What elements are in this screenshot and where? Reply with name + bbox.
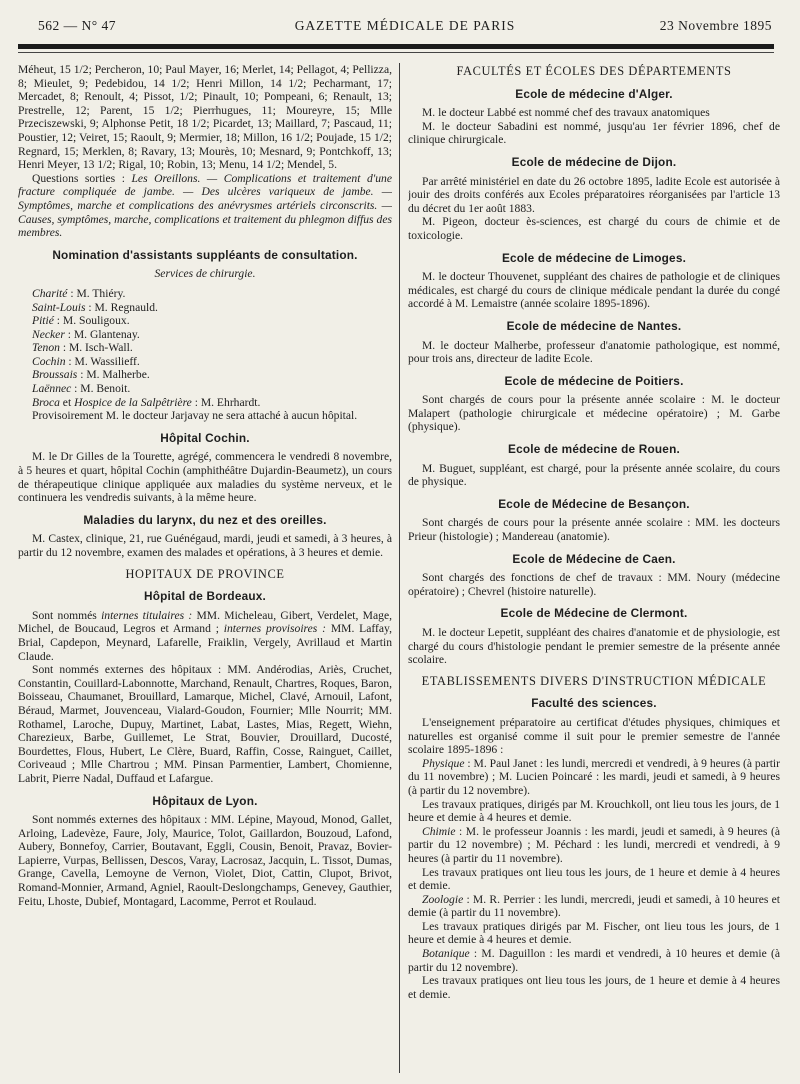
assistant-name: : M. Isch-Wall. xyxy=(59,341,133,355)
subject-text: : M. Daguillon : les mardi et vendredi, à 10 heures et demie (à partir du 12 novembre). xyxy=(408,947,780,974)
subject-label: Botanique xyxy=(422,947,470,961)
assistant-name: : M. Thiéry. xyxy=(67,286,126,300)
cochin-paragraph: M. le Dr Gilles de la Tourette, agrégé, commencera le vendredi 8 novembre, à 5 heures et quart, hôpital Cochin (amphithéâtre Dujardin-Beaumetz), un cours de thérapeutique clinique appliquée aux maladies du système nerveux, et le continuera les vendredis suivants, à la même heure. xyxy=(18,450,392,505)
text-run-italic: internes titulaires : xyxy=(101,608,193,622)
besancon-heading: Ecole de Médecine de Besançon. xyxy=(498,496,690,511)
subject-label: Chimie xyxy=(422,824,456,838)
larynx-heading: Maladies du larynx, du nez et des oreilles. xyxy=(83,512,327,527)
service-entry xyxy=(18,368,392,382)
caen-heading: Ecole de Médecine de Caen. xyxy=(512,551,676,566)
botanique-tp-paragraph: Les travaux pratiques ont lieu tous les jours, de 1 heure et demie à 4 heures et demie. xyxy=(408,974,780,1001)
assistant-name: : M. Malherbe. xyxy=(77,368,150,382)
besancon-paragraph: Sont chargés de cours pour la présente année scolaire : MM. les docteurs Prieur (histologie) ; Mandereau (anatomie). xyxy=(408,516,780,544)
dijon-heading: Ecole de médecine de Dijon. xyxy=(511,154,677,169)
issue-date: 23 Novembre 1895 xyxy=(659,18,772,33)
service-entry xyxy=(18,287,392,301)
nantes-heading: Ecole de médecine de Nantes. xyxy=(506,318,682,333)
zoologie-paragraph xyxy=(408,893,780,920)
rouen-paragraph: M. Buguet, suppléant, est chargé, pour la présente année scolaire, du cours de physique. xyxy=(408,461,780,489)
hospital-name: Broussais xyxy=(32,368,78,382)
province-heading: HOPITAUX DE PROVINCE xyxy=(125,566,285,581)
column-divider xyxy=(399,63,400,1073)
botanique-paragraph xyxy=(408,947,780,974)
dijon-paragraph-1: Par arrêté ministériel en date du 26 octobre 1895, ladite Ecole est autorisée à jouir des droits conférés aux Ecoles préparatoires réorganisées par l'article 13 du décret du 1er août 1883. xyxy=(408,174,780,215)
cochin-heading: Hôpital Cochin. xyxy=(160,430,250,445)
service-entry xyxy=(18,382,392,396)
bordeaux-externes-paragraph: Sont nommés externes des hôpitaux : MM. Andérodias, Ariès, Cruchet, Constantin, Couillard-Labonnotte, Marchand, Renault, Chartres, Roques, Baron, Boisseau, Chaumanet, Brouillard, Lamarque, Michel, Clavé, Arnouil, Lafont, Béraud, Marmet, Jouvenceau, Vialard-Goudon, Fournier; Mlle Nourrit; MM. Rothamel, Laroche, Dupuy, Martinet, Labat, Lastes, Mias, Regett, Wiehn, Charezieux, Barbe, Guillemet, Le Strat, Bouvier, Drouillard, Ducosté, Bourdettes, Flous, Hubert, Le Clère, Buard, Raffin, Cosse, Rainguet, Caillet, Coriveaud ; Mlle Chartrou ; MM. Pinsan Parmentier, Lambert, Chomienne, Labrit, Pierre Nadal, Duffaud et Lafargue. xyxy=(18,663,392,785)
hospital-name: Pitié xyxy=(32,314,54,328)
chimie-tp-paragraph: Les travaux pratiques ont lieu tous les jours, de 1 heure et demie à 4 heures et demie. xyxy=(408,865,780,893)
subject-label: Physique xyxy=(422,756,465,770)
hospital-name: Necker xyxy=(32,327,65,341)
subject-text: : M. le professeur Joannis : les mardi, jeudi et samedi, à 9 heures (à partir du 12 novembre) ; M. Péchard : les lundi, mercredi et vendredi, à 9 heures (à partir du 11 novembre). xyxy=(408,824,780,865)
etablissements-heading: ETABLISSEMENTS DIVERS D'INSTRUCTION MÉDICALE xyxy=(421,673,767,688)
hospital-name: Laënnec xyxy=(32,382,72,396)
service-entry xyxy=(18,355,392,369)
header-rule-thick xyxy=(18,44,774,49)
hospital-name: Broca xyxy=(32,395,60,409)
limoges-paragraph: M. le docteur Thouvenet, suppléant des chaires de pathologie et de cliniques médicales, est chargé du cours de clinique médicale pendant la durée du congé accordé à M. Lemaistre (année scolaire 1895-1896). xyxy=(408,270,780,311)
provisoirement-paragraph: Provisoirement M. le docteur Jarjavay ne sera attaché à aucun hôpital. xyxy=(32,409,358,423)
page-header xyxy=(38,14,772,38)
service-entry xyxy=(18,341,392,355)
rouen-heading: Ecole de médecine de Rouen. xyxy=(508,442,680,457)
text-run: MM. Laffay, Brial, Capdepon, Meynard, Lafarelle, Fraiklin, Vergely, Avrillaud et Martin Claude. xyxy=(18,622,392,663)
services-subtitle: Services de chirurgie. xyxy=(154,267,256,281)
larynx-paragraph: M. Castex, clinique, 21, rue Guénégaud, mardi, jeudi et samedi, à 3 heures, à partir du 12 novembre, examen des malades et opérations, à 3 heures et demie. xyxy=(18,532,392,559)
subject-text: : M. R. Perrier : les lundi, mercredi, jeudi et samedi, à 10 heures et demie (à partir du 11 novembre). xyxy=(408,892,780,920)
left-column xyxy=(18,63,392,1075)
service-entry xyxy=(18,396,392,410)
assistant-name: : M. Souligoux. xyxy=(53,314,130,328)
questions-text: Les Oreillons. — Complications et traitement d'une fracture compliquée de jambe. — Des ulcères variqueux de jambe. — Symptômes, marche et complications des anévrysmes artériels circonscrits. — Causes, symptômes, marche, complications et traitement du phlegmon diffus des membres. xyxy=(18,171,392,240)
conjunction: et xyxy=(59,395,75,409)
assistant-name: : M. Regnauld. xyxy=(85,300,158,314)
assistant-name: : M. Benoit. xyxy=(71,382,131,396)
clermont-heading: Ecole de Médecine de Clermont. xyxy=(500,606,688,621)
right-column xyxy=(408,63,780,1075)
header-rule-thin xyxy=(18,52,774,53)
lyon-heading: Hôpitaux de Lyon. xyxy=(152,793,258,808)
alger-paragraph-1: M. le docteur Labbé est nommé chef des travaux anatomiques xyxy=(422,106,710,120)
zoologie-tp-paragraph: Les travaux pratiques dirigés par M. Fischer, ont lieu tous les jours, de 1 heure et demie à 4 heures et demie. xyxy=(408,919,780,947)
text-run-italic: internes provisoires : xyxy=(223,622,326,636)
bordeaux-internes-paragraph xyxy=(18,609,392,663)
alger-paragraph-2: M. le docteur Sabadini est nommé, jusqu'au 1er février 1896, chef de clinique chirurgicale. xyxy=(408,119,780,147)
subject-text: : M. Paul Janet : les lundi, mercredi et vendredi, à 9 heures (à partir du 11 novembre) ; M. Lucien Poincaré : les mardi, jeudi et samedi, à 9 heures (à partir du 12 novembre). xyxy=(408,756,780,797)
assistant-name: : M. Wassilieff. xyxy=(65,354,140,368)
sciences-intro: L'enseignement préparatoire au certificat d'études physiques, chimiques et naturelles est organisé comme il suit pour le premier semestre de l'année scolaire 1895-1896 : xyxy=(408,715,780,757)
lyon-paragraph: Sont nommés externes des hôpitaux : MM. Lépine, Mayoud, Monod, Gallet, Arloing, Ladevèze, Faure, Joly, Maurice, Tolot, Gaillardon, Bouzoud, Lafond, Aubery, Bonnefoy, Carrier, Boutavant, Eggli, Cousin, Benoit, Pravaz, Bovier-Lapierre, Vurpas, Bellissen, Descos, Varay, Lacrosaz, Jacquin, L. Tissot, Dumas, Grange, Cavella, Lemoyne de Vernon, Violet, Diot, Cattin, Clupot, Brivot, Romand-Monnier, Armand, Agniel, Raoult-Deslongchamps, Genevey, Gauthier, Feitu, Lhoste, Dubief, Montagard, Lacomme, Perrot et Roulaud. xyxy=(18,813,392,908)
assistant-name: : M. Ehrhardt. xyxy=(191,395,261,409)
service-entry xyxy=(18,314,392,328)
text-run: Sont nommés xyxy=(32,608,102,622)
caen-paragraph: Sont chargés des fonctions de chef de travaux : MM. Noury (médecine opératoire) ; Chevrel (histoire naturelle). xyxy=(408,571,780,598)
assistant-name: : M. Glantenay. xyxy=(64,327,140,341)
hospital-name: Charité xyxy=(32,286,68,300)
hospital-name: Tenon xyxy=(32,341,60,355)
sciences-heading: Faculté des sciences. xyxy=(531,696,657,711)
candidate-grades-list: Méheut, 15 1/2; Percheron, 10; Paul Mayer, 16; Merlet, 14; Pellagot, 4; Pellizza, 8; Mieulet, 9; Pedebidou, 14 1/2; Henri Millon, 14 1/2; Pecharmant, 17; Mercadet, 8; Renoult, 4; Pissot, 1/2; Pinault, 10; Pompeani, 6; Renault, 13; Prestrelle, 12; Parent, 15 1/2; Pierrhugues, 11; Moureyre, 15; Mlle Przeciszewski, 9; Alphonse Petit, 18 1/2; Picardet, 13; Maillard, 7; Pascaud, 11; Poustier, 12; Veiret, 15; Raoult, 9; Mermier, 18; Millon, 16 1/2; Poujade, 15 1/2; Regnard, 15; Merklen, 8; Ravary, 13; Mourès, 10; Mesnard, 9; Pontchkoff, 13; Henri Meyer, 13 1/2; Rigal, 10; Robin, 13; Menu, 14 1/2; Mendel, 5. xyxy=(18,63,392,172)
page-number: 562 — N° 47 xyxy=(38,18,117,33)
bordeaux-heading: Hôpital de Bordeaux. xyxy=(144,589,266,604)
nantes-paragraph: M. le docteur Malherbe, professeur d'anatomie pathologique, est nommé, pour trois ans, directeur de ladite Ecole. xyxy=(408,338,780,366)
facultes-heading: FACULTÉS ET ÉCOLES DES DÉPARTEMENTS xyxy=(456,64,732,78)
physique-paragraph xyxy=(408,757,780,798)
nomination-heading: Nomination d'assistants suppléants de consultation. xyxy=(52,247,358,262)
questions-paragraph xyxy=(18,172,392,240)
chimie-paragraph xyxy=(408,825,780,866)
hospital-name: Saint-Louis xyxy=(32,300,86,314)
questions-label: Questions sorties : xyxy=(32,171,125,185)
poitiers-paragraph: Sont chargés de cours pour la présente année scolaire : M. le docteur Malapert (pathologie chirurgicale et médecine opératoire) ; M. Garbe (physique). xyxy=(408,393,780,434)
hospital-name: Hospice de la Salpêtrière xyxy=(74,395,192,409)
alger-heading: Ecole de médecine d'Alger. xyxy=(515,86,673,101)
services-list xyxy=(18,287,392,409)
limoges-heading: Ecole de médecine de Limoges. xyxy=(501,250,687,265)
poitiers-heading: Ecole de médecine de Poitiers. xyxy=(504,373,684,388)
clermont-paragraph: M. le docteur Lepetit, suppléant des chaires d'anatomie et de physiologie, est chargé du cours d'histologie pendant le premier semestre de la présente année scolaire. xyxy=(408,626,780,667)
text-run: MM. Micheleau, Gibert, Verdelet, Mage, Michel, de Boucaud, Legros et Armand ; xyxy=(18,608,392,636)
hospital-name: Cochin xyxy=(32,354,66,368)
journal-title: GAZETTE MÉDICALE DE PARIS xyxy=(294,18,516,33)
service-entry xyxy=(18,328,392,342)
service-entry xyxy=(18,301,392,315)
physique-tp-paragraph: Les travaux pratiques, dirigés par M. Krouchkoll, ont lieu tous les jours, de 1 heure et demie à 4 heures et demie. xyxy=(408,797,780,825)
dijon-paragraph-2: M. Pigeon, docteur ès-sciences, est chargé du cours de chimie et de toxicologie. xyxy=(408,215,780,242)
subject-label: Zoologie xyxy=(422,892,464,906)
